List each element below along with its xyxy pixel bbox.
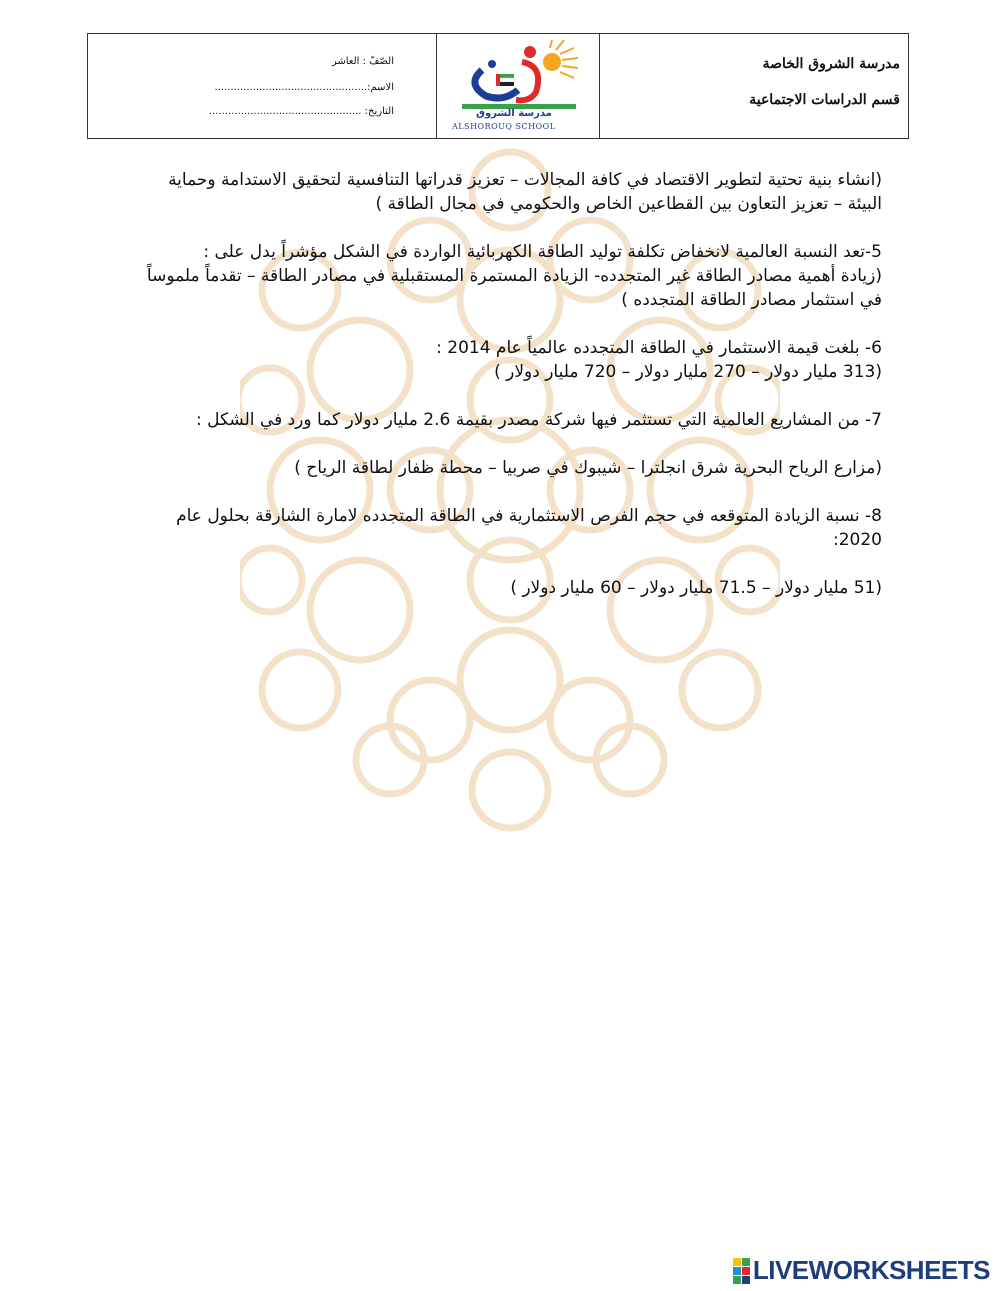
name-line — [215, 82, 394, 93]
question-7 — [130, 408, 882, 480]
date-label: التاريخ: — [364, 106, 394, 117]
options-block-1 — [130, 168, 882, 216]
name-field[interactable]: ................................................ — [214, 82, 368, 93]
school-logo-icon — [452, 40, 584, 134]
date-field[interactable]: ................................................ — [208, 106, 362, 117]
school-info-cell — [599, 34, 908, 138]
date-line — [209, 106, 394, 117]
question-8 — [130, 504, 882, 600]
answer-options[interactable]: في استثمار مصادر الطاقة المتجدده ) — [621, 290, 882, 310]
logo-text-arabic: مدرسة الشروق — [476, 108, 552, 119]
answer-options[interactable]: (51 مليار دولار – 71.5 مليار دولار – 60 مليار دولار ) — [510, 578, 882, 598]
answer-options[interactable]: (313 مليار دولار – 270 مليار دولار – 720 مليار دولار ) — [494, 362, 882, 382]
question-text: 7- من المشاريع العالمية التي تستثمر فيها شركة مصدر بقيمة 2.6 مليار دولار كما ورد في الشكل : — [196, 410, 882, 430]
text-line: البيئة – تعزيز التعاون بين القطاعين الخاص والحكومي في مجال الطاقة ) — [375, 194, 882, 214]
question-5 — [130, 240, 882, 312]
question-text: 8- نسبة الزيادة المتوقعه في حجم الفرص الاستثمارية في الطاقة المتجدده لامارة الشارقة بحلول عام — [176, 506, 882, 526]
liveworksheets-logo-icon — [733, 1258, 750, 1284]
student-info-cell — [88, 34, 437, 138]
question-6 — [130, 336, 882, 384]
text-line: (انشاء بنية تحتية لتطوير الاقتصاد في كافة المجالات – تعزيز قدراتها التنافسية لتحقيق الاستدامة وحماية — [168, 170, 882, 190]
answer-options[interactable]: (مزارع الرياح البحرية شرق انجلترا – شيبوك في صربيا – محطة ظفار لطاقة الرياح ) — [294, 458, 882, 478]
worksheet-content — [130, 168, 882, 600]
liveworksheets-badge[interactable] — [733, 1255, 990, 1286]
department-name: قسم الدراسات الاجتماعية — [749, 92, 900, 108]
liveworksheets-brand: LIVEWORKSHEETS — [752, 1255, 990, 1285]
logo-cell — [436, 34, 599, 138]
class-label: الصّفّ : العاشر — [331, 56, 394, 67]
worksheet-header — [87, 33, 909, 139]
school-name: مدرسة الشروق الخاصة — [762, 56, 900, 72]
answer-options[interactable]: (زيادة أهمية مصادر الطاقة غير المتجدده- الزيادة المستمرة المستقبلية في مصادر الطاقة – تقدماً ملموساً — [146, 266, 882, 286]
logo-text-english: ALSHOROUQ SCHOOL — [452, 122, 556, 131]
question-text: 5-تعد النسبة العالمية لانخفاض تكلفة توليد الطاقة الكهربائية الواردة في الشكل مؤشراً يدل على : — [203, 242, 882, 262]
name-label: الاسم: — [367, 82, 394, 93]
question-text: 6- بلغت قيمة الاستثمار في الطاقة المتجدده عالمياً عام 2014 : — [436, 338, 882, 358]
question-text: 2020: — [833, 530, 882, 550]
